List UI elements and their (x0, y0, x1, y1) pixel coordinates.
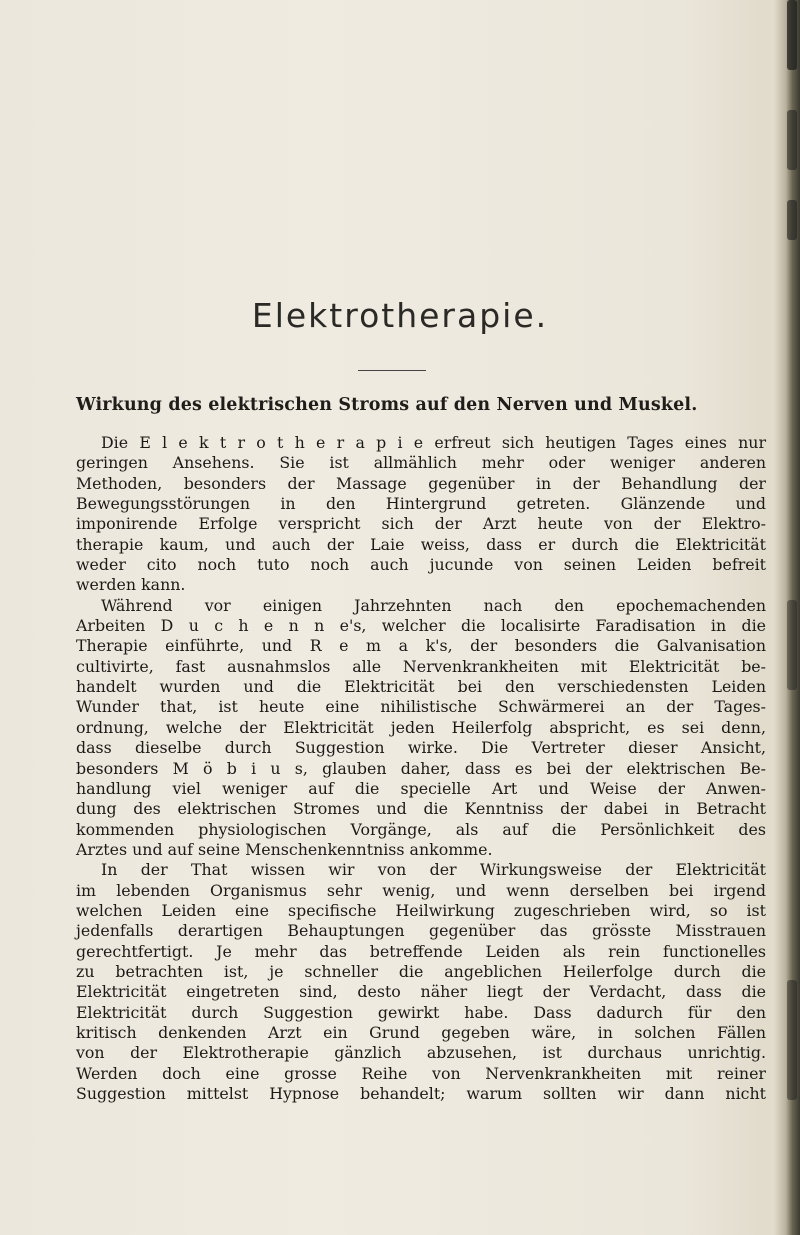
text-line: In der That wissen wir von der Wirkungsweise der Elektricität (101, 860, 766, 880)
text-line: Suggestion mittelst Hypnose behandelt; warum sollten wir dann nicht (76, 1084, 766, 1103)
text-line: Die E l e k t r o t h e r a p i e erfreut sich heutigen Tages eines nur (101, 433, 766, 452)
edge-mark (787, 110, 797, 170)
text-line: Während vor einigen Jahrzehnten nach den epochemachenden (101, 595, 766, 615)
text-line: Arztes und auf seine Menschenkenntniss ankomme. (76, 839, 493, 859)
text-line: handelt wurden und die Elektricität bei den verschiedensten Leiden (76, 677, 766, 697)
text-line: im lebenden Organismus sehr wenig, und wenn derselben bei irgend (76, 880, 766, 900)
edge-mark (787, 980, 797, 1100)
text-line: dung des elektrischen Stromes und die Kenntniss der dabei in Betracht (76, 799, 766, 819)
text-line: Wunder that, ist heute eine nihilistische Schwärmerei an der Tages- (76, 697, 766, 717)
text-line: Elektricität eingetreten sind, desto näher liegt der Verdacht, dass die (76, 982, 766, 1002)
text-line: imponirende Erfolge verspricht sich der Arzt heute von der Elektro- (76, 514, 766, 534)
text-line: von der Elektrotherapie gänzlich abzusehen, ist durchaus unrichtig. (76, 1043, 766, 1063)
text-line: Bewegungsstörungen in den Hintergrund getreten. Glänzende und (76, 494, 766, 514)
text-line: werden kann. (76, 575, 186, 595)
chapter-title: Elektrotherapie. (251, 296, 549, 335)
text-line: besonders M ö b i u s, glauben daher, dass es bei der elektrischen Be- (76, 758, 766, 778)
text-line: dass dieselbe durch Suggestion wirke. Die Vertreter dieser Ansicht, (76, 738, 766, 758)
text-line: ordnung, welche der Elektricität jeden Heilerfolg abspricht, es sei denn, (76, 717, 766, 737)
edge-mark (787, 600, 797, 690)
text-line: kritisch denkenden Arzt ein Grund gegeben wäre, in solchen Fällen (76, 1022, 766, 1042)
page-edge-shadow (774, 0, 800, 1235)
text-line: jedenfalls derartigen Behauptungen gegenüber das grösste Misstrauen (76, 921, 766, 941)
text-line: welchen Leiden eine specifische Heilwirkung zugeschrieben wird, so ist (76, 900, 766, 920)
section-heading: Wirkung des elektrischen Stroms auf den Nerven und Muskel. (76, 395, 698, 415)
edge-mark (787, 200, 797, 240)
title-rule (358, 370, 426, 371)
text-line: handlung viel weniger auf die specielle Art und Weise der Anwen- (76, 778, 766, 798)
text-line: cultivirte, fast ausnahmslos alle Nervenkrankheiten mit Elektricität be- (76, 656, 766, 676)
text-line: Elektricität durch Suggestion gewirkt habe. Dass dadurch für den (76, 1002, 766, 1022)
text-line: therapie kaum, und auch der Laie weiss, dass er durch die Elektricität (76, 534, 766, 554)
text-line: kommenden physiologischen Vorgänge, als auf die Persönlichkeit des (76, 819, 766, 839)
text-line: Werden doch eine grosse Reihe von Nervenkrankheiten mit reiner (76, 1063, 766, 1083)
text-line: gerechtfertigt. Je mehr das betreffende Leiden als rein functionelles (76, 941, 766, 961)
text-line: Arbeiten D u c h e n n e's, welcher die localisirte Faradisation in die (76, 616, 766, 636)
text-line: Methoden, besonders der Massage gegenüber in der Behandlung der (76, 473, 766, 493)
edge-mark-top (787, 0, 797, 70)
body-text (76, 433, 766, 1104)
text-line: weder cito noch tuto noch auch jucunde von seinen Leiden befreit (76, 555, 766, 575)
text-line: Therapie einführte, und R e m a k's, der besonders die Galvanisation (76, 636, 766, 656)
text-line: geringen Ansehens. Sie ist allmählich mehr oder weniger anderen (76, 453, 766, 473)
text-line: zu betrachten ist, je schneller die angeblichen Heilerfolge durch die (76, 961, 766, 981)
